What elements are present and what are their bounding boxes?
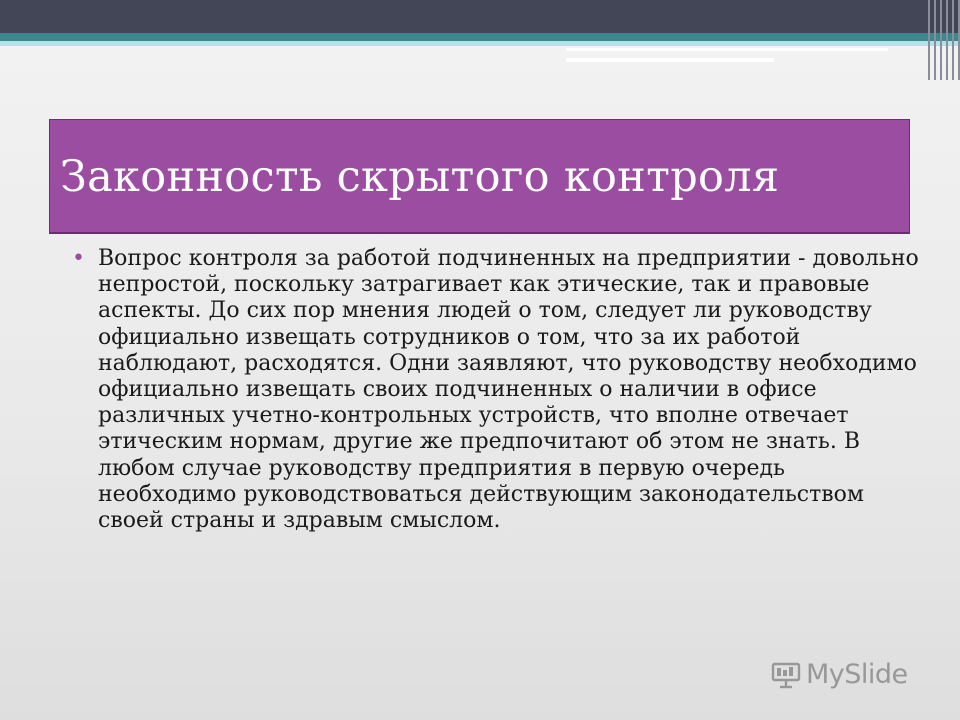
decor-line (566, 48, 888, 51)
teal-decor-strip (0, 33, 960, 41)
bullet-item (72, 246, 922, 534)
light-blue-decor-strip (0, 41, 960, 46)
bullet-text: Вопрос контроля за работой подчиненных на предприятии - довольно непростой, поскольку затрагивает как этические, так и правовые аспекты. До сих пор мнения людей о том, следует ли руководству официально извещать сотрудников о том, что за их работой наблюдают, расходятся. Одни заявляют, что руководству необходимо официально извещать своих подчиненных о наличии в офисе различных учетно-контрольных устройств, что вполне отвечает этическим нормам, другие же предпочитают об этом не знать. В любом случае руководству предприятия в первую очередь необходимо руководствоваться действующим законодательством своей страны и здравым смыслом. (98, 246, 919, 534)
watermark-logo (770, 659, 908, 690)
presentation-screen-icon (770, 660, 802, 690)
content-list (72, 246, 922, 534)
slide-title: Законность скрытого контроля (60, 152, 780, 202)
watermark-text: MySlide (806, 659, 908, 690)
bullet-icon: • (72, 246, 85, 271)
corner-decor-stripes (922, 0, 960, 80)
decor-line (566, 58, 774, 62)
top-decor-bar (0, 0, 960, 33)
